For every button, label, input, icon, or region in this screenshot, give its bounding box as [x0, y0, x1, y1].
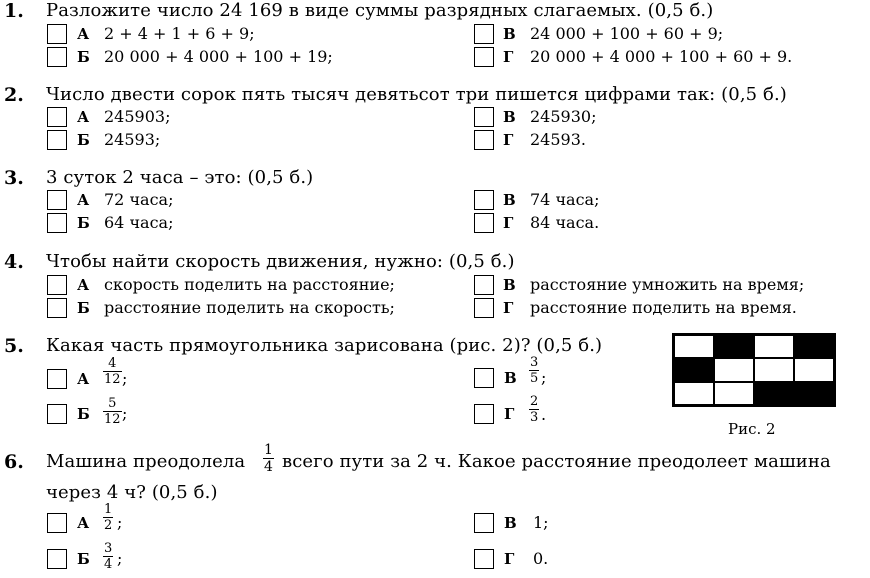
option-letter: Г — [504, 550, 515, 568]
question-text: 3 суток 2 часа – это: (0,5 б.) — [46, 167, 314, 188]
option-punct: ; — [117, 549, 123, 568]
option-fraction — [103, 357, 122, 386]
option-letter: В — [504, 369, 517, 387]
answer-checkbox[interactable] — [47, 369, 67, 389]
answer-checkbox[interactable] — [474, 549, 494, 569]
fraction-denominator: 12 — [104, 372, 121, 387]
fraction-denominator: 4 — [104, 557, 113, 572]
option-letter: В — [503, 108, 516, 126]
option-letter: А — [77, 191, 90, 209]
empty-cell — [714, 358, 754, 381]
answer-checkbox[interactable] — [47, 275, 67, 295]
option-text: 1; — [533, 513, 549, 532]
option-letter: А — [77, 276, 90, 294]
answer-checkbox[interactable] — [474, 275, 494, 295]
answer-checkbox[interactable] — [47, 404, 67, 424]
fraction-numerator: 1 — [104, 502, 113, 517]
option-punct: ; — [541, 368, 547, 387]
answer-checkbox[interactable] — [474, 24, 494, 44]
shaded-cell — [794, 382, 834, 405]
option-text: 0. — [533, 549, 549, 568]
question-text: Машина преодолела — [46, 451, 246, 472]
option-text: 2 + 4 + 1 + 6 + 9; — [104, 24, 255, 43]
answer-checkbox[interactable] — [47, 24, 67, 44]
option-letter: Г — [503, 48, 514, 66]
fraction-numerator: 4 — [108, 356, 117, 371]
answer-checkbox[interactable] — [47, 549, 67, 569]
option-letter: В — [504, 514, 517, 532]
option-text: 72 часа; — [104, 190, 174, 209]
question-text: Число двести сорок пять тысяч девятьсот три пишется цифрами так: (0,5 б.) — [46, 84, 787, 105]
question-text: Разложите число 24 169 в виде суммы разрядных слагаемых. (0,5 б.) — [46, 0, 714, 21]
option-punct: ; — [122, 369, 128, 388]
question-number: 2. — [4, 84, 24, 106]
empty-cell — [754, 358, 794, 381]
option-punct: ; — [122, 404, 128, 423]
option-text: 74 часа; — [530, 190, 600, 209]
shaded-cell — [714, 335, 754, 358]
answer-checkbox[interactable] — [474, 190, 494, 210]
fraction-denominator: 3 — [530, 410, 539, 425]
option-letter: В — [503, 276, 516, 294]
option-fraction — [103, 397, 122, 426]
option-letter: Б — [77, 131, 90, 149]
question-number: 6. — [4, 451, 24, 473]
question-fraction — [263, 443, 274, 474]
figure-rectangle-grid — [672, 333, 836, 407]
answer-checkbox[interactable] — [474, 513, 494, 533]
question-text: всего пути за 2 ч. Какое расстояние преодолеет машина — [282, 451, 831, 472]
option-letter: Г — [503, 214, 514, 232]
question-number: 5. — [4, 335, 24, 357]
answer-checkbox[interactable] — [47, 213, 67, 233]
option-text: 20 000 + 4 000 + 100 + 60 + 9. — [530, 47, 793, 66]
fraction-denominator: 12 — [104, 412, 121, 427]
fraction-denominator: 5 — [530, 371, 539, 386]
option-text: расстояние умножить на время; — [530, 275, 805, 294]
empty-cell — [674, 335, 714, 358]
option-letter: Б — [77, 48, 90, 66]
answer-checkbox[interactable] — [474, 213, 494, 233]
option-text: 24593; — [104, 130, 161, 149]
question-number: 3. — [4, 167, 24, 189]
empty-cell — [714, 382, 754, 405]
answer-checkbox[interactable] — [47, 47, 67, 67]
option-text: 84 часа. — [530, 213, 600, 232]
answer-checkbox[interactable] — [47, 190, 67, 210]
question-text: через 4 ч? (0,5 б.) — [46, 482, 218, 503]
shaded-cell — [754, 382, 794, 405]
answer-checkbox[interactable] — [47, 298, 67, 318]
option-text: расстояние поделить на скорость; — [104, 298, 395, 317]
option-letter: В — [503, 25, 516, 43]
answer-checkbox[interactable] — [47, 513, 67, 533]
option-text: 64 часа; — [104, 213, 174, 232]
option-punct: . — [541, 405, 547, 424]
option-letter: Б — [77, 550, 90, 568]
option-letter: Г — [503, 131, 514, 149]
fraction-denominator: 4 — [264, 459, 273, 475]
empty-cell — [794, 358, 834, 381]
answer-checkbox[interactable] — [474, 368, 494, 388]
option-punct: ; — [117, 513, 123, 532]
answer-checkbox[interactable] — [474, 298, 494, 318]
option-fraction — [103, 503, 113, 532]
option-letter: А — [77, 25, 90, 43]
option-text: 245930; — [530, 107, 597, 126]
option-text: 245903; — [104, 107, 171, 126]
option-fraction — [103, 542, 113, 571]
question-text: Какая часть прямоугольника зарисована (рис. 2)? (0,5 б.) — [46, 335, 603, 356]
shaded-cell — [794, 335, 834, 358]
option-letter: В — [503, 191, 516, 209]
answer-checkbox[interactable] — [474, 404, 494, 424]
fraction-numerator: 3 — [530, 355, 539, 370]
fraction-numerator: 1 — [264, 442, 273, 458]
answer-checkbox[interactable] — [47, 130, 67, 150]
empty-cell — [754, 335, 794, 358]
option-text: скорость поделить на расстояние; — [104, 275, 395, 294]
fraction-numerator: 3 — [104, 541, 113, 556]
option-fraction — [529, 356, 539, 385]
figure-caption: Рис. 2 — [728, 420, 776, 438]
option-letter: Г — [503, 299, 514, 317]
option-letter: А — [77, 370, 90, 388]
fraction-numerator: 2 — [530, 394, 539, 409]
fraction-denominator: 2 — [104, 518, 113, 533]
empty-cell — [674, 382, 714, 405]
option-letter: А — [77, 514, 90, 532]
fraction-numerator: 5 — [108, 396, 117, 411]
question-number: 1. — [4, 0, 24, 22]
option-letter: Б — [77, 405, 90, 423]
answer-checkbox[interactable] — [474, 130, 494, 150]
option-letter: Б — [77, 299, 90, 317]
option-text: расстояние поделить на время. — [530, 298, 797, 317]
question-number: 4. — [4, 251, 24, 273]
option-letter: Г — [504, 405, 515, 423]
shaded-cell — [674, 358, 714, 381]
option-text: 20 000 + 4 000 + 100 + 19; — [104, 47, 333, 66]
option-text: 24 000 + 100 + 60 + 9; — [530, 24, 724, 43]
option-letter: А — [77, 108, 90, 126]
question-text: Чтобы найти скорость движения, нужно: (0,5 б.) — [46, 251, 515, 272]
option-fraction — [529, 395, 539, 424]
answer-checkbox[interactable] — [474, 47, 494, 67]
answer-checkbox[interactable] — [47, 107, 67, 127]
option-letter: Б — [77, 214, 90, 232]
option-text: 24593. — [530, 130, 586, 149]
answer-checkbox[interactable] — [474, 107, 494, 127]
